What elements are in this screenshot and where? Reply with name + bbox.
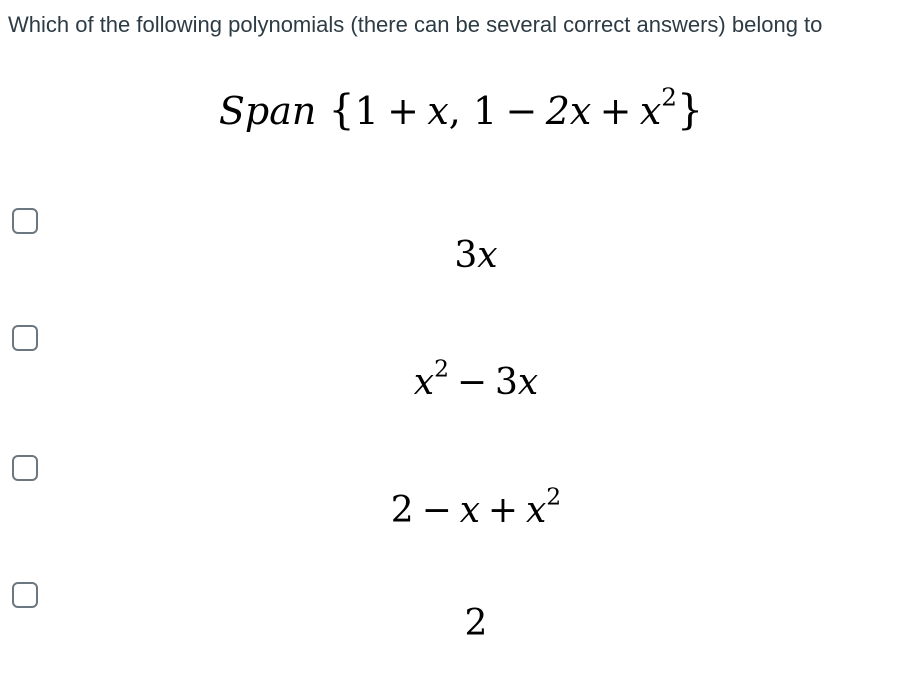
answer-option-1 [0, 208, 922, 318]
option-3-term-3-base: x [525, 490, 547, 531]
option-3-checkbox[interactable] [12, 455, 38, 481]
option-2-term-1-exponent: 2 [434, 354, 449, 383]
option-3-term-2: x [459, 490, 480, 531]
answer-option-3 [0, 455, 922, 565]
option-2-checkbox[interactable] [12, 325, 38, 351]
option-1-variable: x [477, 235, 498, 276]
span-vector-2-operator-1: − [505, 89, 538, 133]
close-brace: } [677, 86, 704, 134]
option-2-expression [0, 353, 922, 413]
option-2-term-2-coefficient: 3 [494, 362, 518, 403]
span-vector-2-linear-term: 2x [545, 89, 592, 133]
span-vector-1-constant: 1 [354, 89, 379, 133]
answer-option-2 [0, 325, 922, 435]
open-brace: { [328, 86, 355, 134]
span-vector-2-quadratic-base: x [639, 89, 662, 133]
option-2-term-1-base: x [413, 362, 435, 403]
option-3-term-1: 2 [390, 490, 414, 531]
option-2-term-2-variable: x [517, 362, 539, 403]
option-2-operator: − [456, 362, 488, 403]
span-vector-2-operator-2: + [599, 89, 632, 133]
option-1-expression [0, 226, 922, 286]
span-vector-1-variable: x [427, 89, 449, 133]
option-4-expression [0, 594, 922, 654]
option-1-coefficient: 3 [454, 235, 478, 276]
question-text: Which of the following polynomials (there can be several correct answers) belong to [8, 12, 823, 37]
span-expression [0, 82, 922, 138]
option-3-operator-1: − [421, 490, 452, 531]
span-vector-2-exponent: 2 [661, 82, 678, 112]
span-separator: , [448, 89, 461, 133]
answer-option-4 [0, 582, 922, 692]
option-3-term-3-exponent: 2 [546, 482, 562, 511]
span-label: Span [218, 89, 317, 133]
option-3-operator-2: + [487, 490, 519, 531]
span-vector-2-constant: 1 [472, 89, 498, 133]
span-vector-1-operator: + [387, 89, 419, 133]
option-4-term-1: 2 [464, 603, 488, 644]
option-3-expression [0, 481, 922, 541]
